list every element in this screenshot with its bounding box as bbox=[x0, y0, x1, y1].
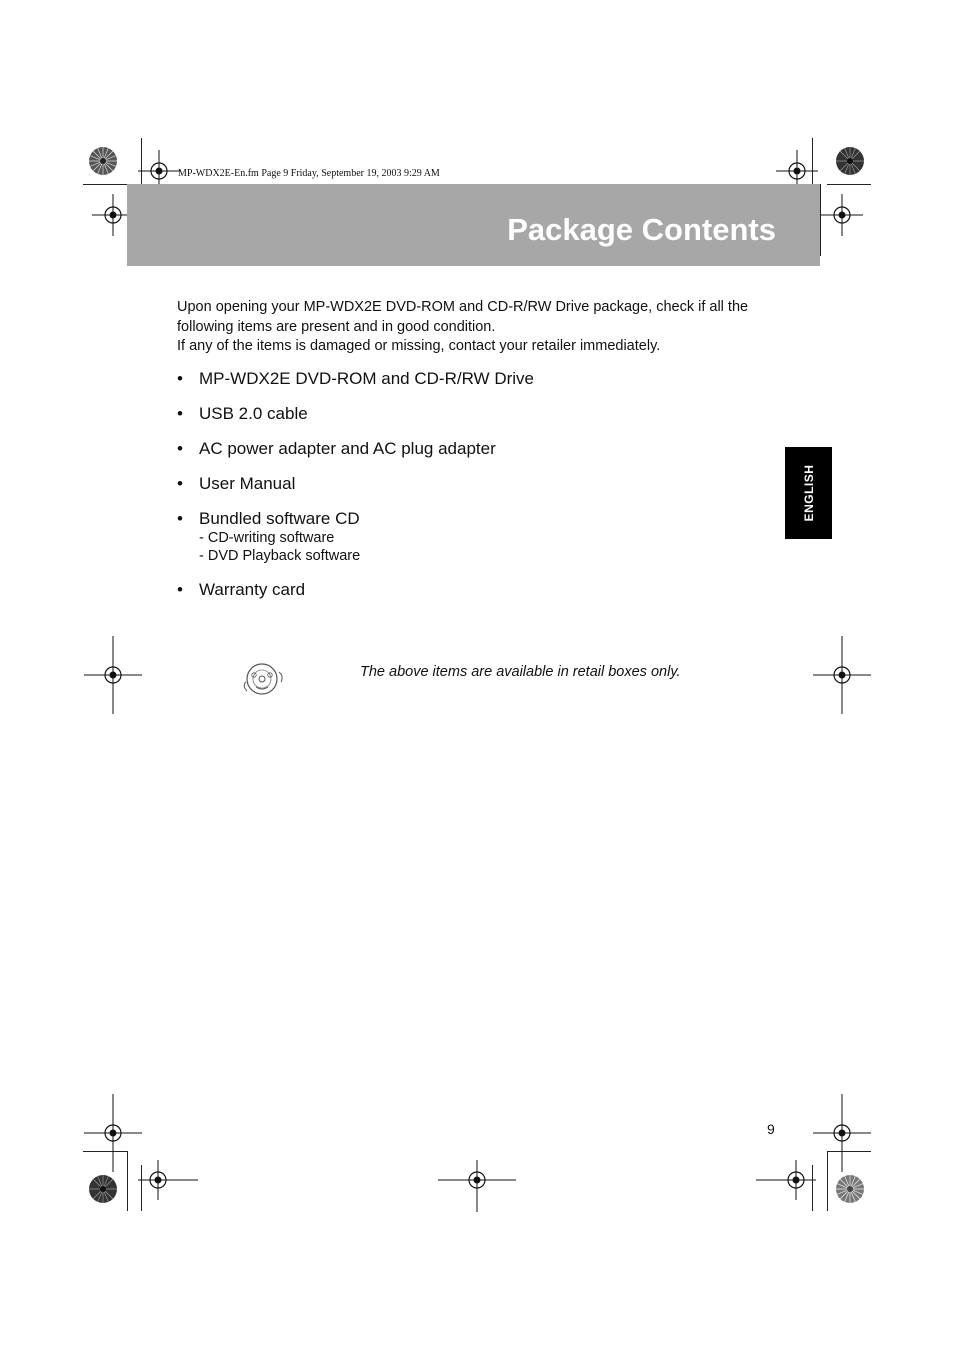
item-label: Bundled software CD bbox=[199, 509, 360, 528]
rosette-mark-icon bbox=[88, 1174, 118, 1204]
item-label: USB 2.0 cable bbox=[199, 404, 308, 423]
registration-mark-icon bbox=[756, 1160, 816, 1200]
bullet-icon: • bbox=[177, 474, 183, 493]
bullet-icon: • bbox=[177, 404, 183, 423]
list-item bbox=[177, 579, 777, 600]
registration-mark-icon bbox=[438, 1160, 516, 1212]
page-number: 9 bbox=[767, 1121, 775, 1137]
bullet-icon: • bbox=[177, 509, 183, 528]
cd-note-icon bbox=[240, 660, 288, 698]
item-sublabel: - DVD Playback software bbox=[199, 548, 361, 564]
bullet-icon: • bbox=[177, 439, 183, 458]
registration-mark-icon bbox=[813, 1094, 871, 1172]
item-label: Warranty card bbox=[199, 580, 306, 599]
bullet-icon: • bbox=[177, 369, 183, 388]
registration-mark-icon bbox=[138, 1160, 198, 1200]
bullet-icon: • bbox=[177, 580, 183, 599]
intro-text bbox=[177, 298, 797, 357]
item-label: AC power adapter and AC plug adapter bbox=[199, 439, 496, 458]
list-item bbox=[177, 438, 777, 459]
list-item bbox=[177, 368, 777, 389]
list-item bbox=[177, 473, 777, 494]
registration-mark-icon bbox=[821, 194, 863, 236]
rosette-mark-icon bbox=[835, 1174, 865, 1204]
item-label: MP-WDX2E DVD-ROM and CD-R/RW Drive bbox=[199, 369, 534, 388]
language-tab-label: ENGLISH bbox=[801, 464, 816, 522]
language-tab bbox=[785, 447, 832, 539]
print-info: MP-WDX2E-En.fm Page 9 Friday, September 19, 2003 9:29 AM bbox=[178, 168, 440, 179]
intro-paragraph: If any of the items is damaged or missing, contact your retailer immediately. bbox=[177, 338, 661, 354]
list-item bbox=[177, 403, 777, 424]
registration-mark-icon bbox=[813, 636, 871, 714]
rosette-mark-icon bbox=[88, 146, 118, 176]
page-title: Package Contents bbox=[507, 212, 776, 247]
registration-mark-icon bbox=[84, 1094, 142, 1172]
list-item bbox=[177, 508, 777, 565]
rosette-mark-icon bbox=[835, 146, 865, 176]
retail-note: The above items are available in retail boxes only. bbox=[360, 664, 681, 680]
registration-mark-icon bbox=[84, 636, 142, 714]
header-band bbox=[127, 184, 820, 266]
item-sublabel: - CD-writing software bbox=[199, 530, 335, 546]
package-items-list bbox=[177, 368, 777, 614]
intro-paragraph: Upon opening your MP-WDX2E DVD-ROM and CD-R/RW Drive package, check if all the following items are present and in good condition. bbox=[177, 299, 749, 335]
item-label: User Manual bbox=[199, 474, 296, 493]
